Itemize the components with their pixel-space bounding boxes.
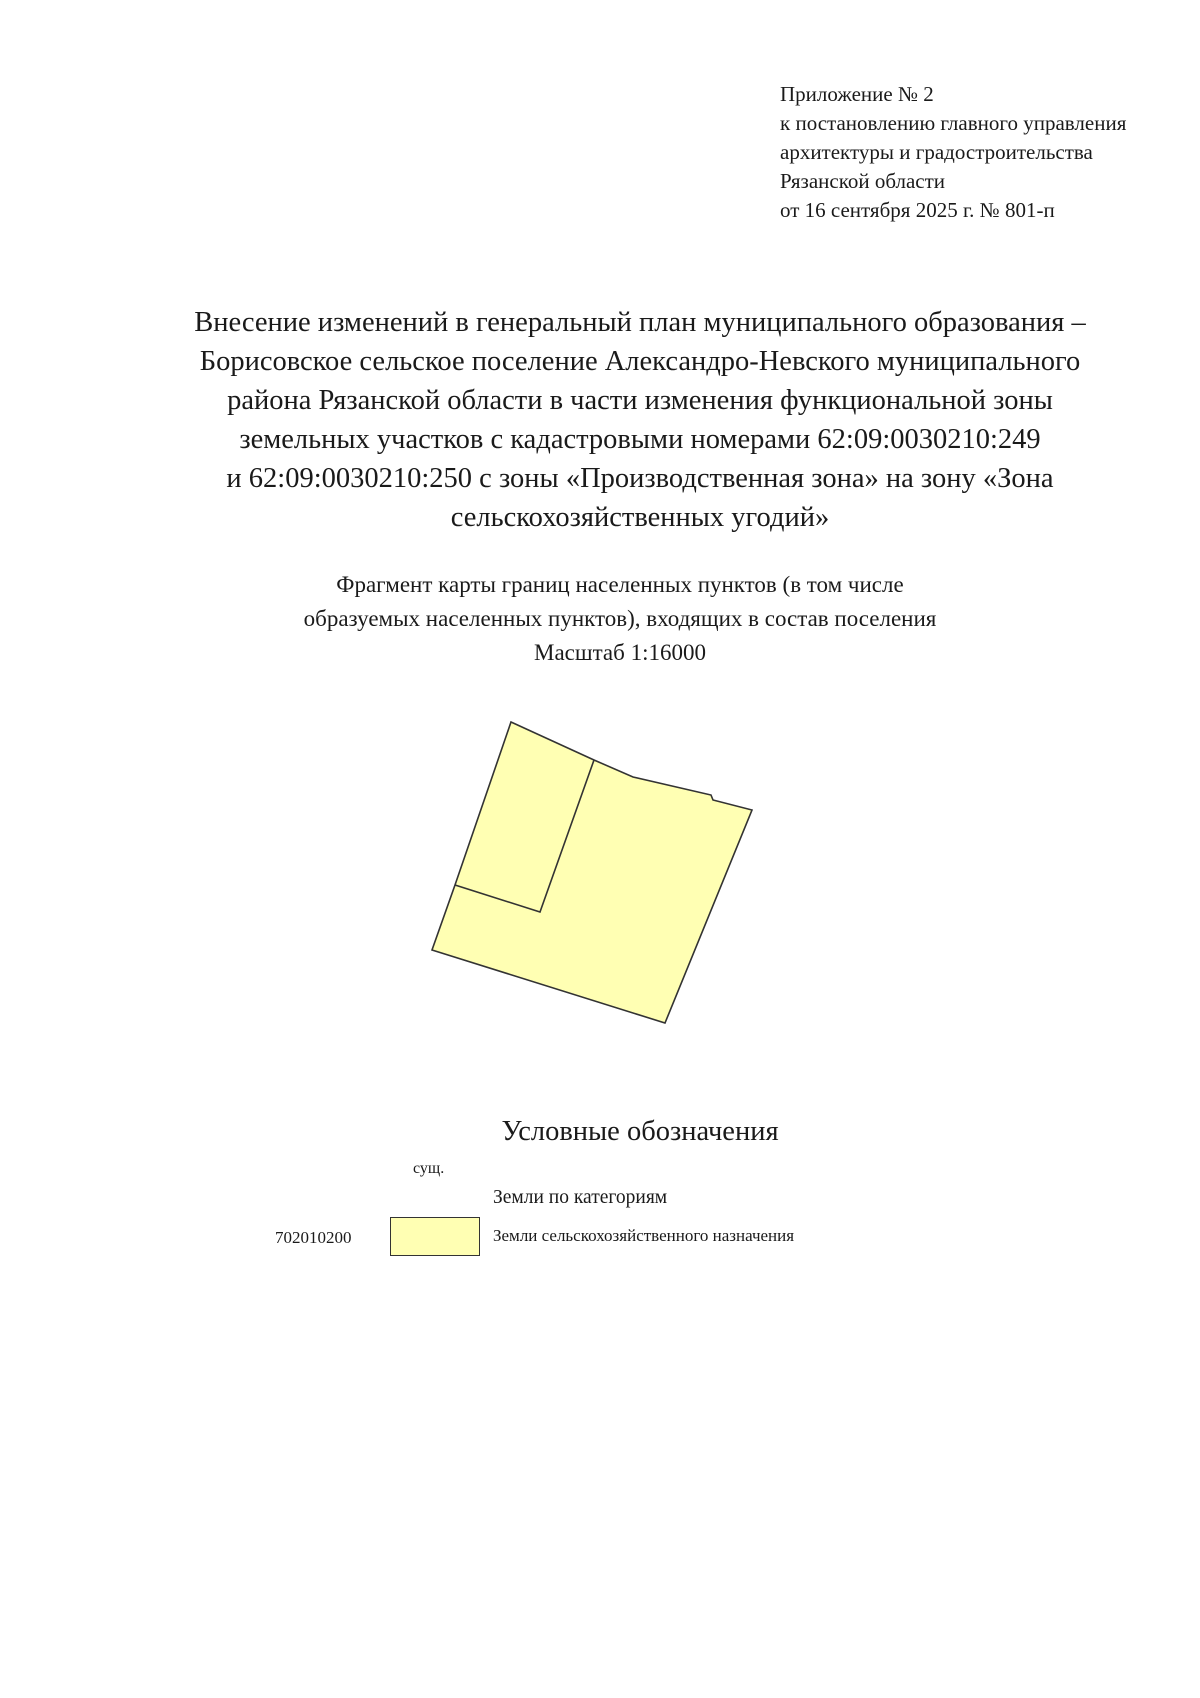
legend-item-label: Земли сельскохозяйственного назначения xyxy=(493,1226,795,1245)
legend-title: Условные обозначения xyxy=(501,1116,779,1147)
appendix-block xyxy=(780,80,1180,225)
appendix-line: Приложение № 2 xyxy=(780,82,934,106)
appendix-line: от 16 сентября 2025 г. № 801-п xyxy=(780,198,1055,222)
parcel-internal-boundary xyxy=(455,760,594,912)
title-line: района Рязанской области в части изменения функциональной зоны xyxy=(227,385,1053,416)
appendix-line: Рязанской области xyxy=(780,169,946,193)
legend-status-label: сущ. xyxy=(413,1160,445,1177)
map-subtitle xyxy=(200,568,1040,670)
legend-item-code: 702010200 xyxy=(275,1228,352,1247)
legend-color-swatch xyxy=(390,1217,480,1256)
title-line: и 62:09:0030210:250 с зоны «Производственная зона» на зону «Зона xyxy=(226,463,1054,494)
scale-label: Масштаб 1:16000 xyxy=(534,640,706,665)
land-parcel-polygon xyxy=(432,722,752,1023)
document-title xyxy=(60,303,1200,537)
title-line: Внесение изменений в генеральный план муниципального образования – xyxy=(194,307,1086,338)
appendix-line: к постановлению главного управления xyxy=(780,111,1127,135)
title-line: Борисовское сельское поселение Александро-Невского муниципального xyxy=(199,346,1081,377)
legend-category-header: Земли по категориям xyxy=(493,1187,668,1208)
title-line: сельскохозяйственных угодий» xyxy=(450,502,830,533)
subtitle-line: Фрагмент карты границ населенных пунктов (в том числе xyxy=(336,572,904,597)
subtitle-line: образуемых населенных пунктов), входящих в состав поселения xyxy=(303,606,937,631)
title-line: земельных участков с кадастровыми номерами 62:09:0030210:249 xyxy=(239,424,1041,455)
appendix-line: архитектуры и градостроительства xyxy=(780,140,1093,164)
